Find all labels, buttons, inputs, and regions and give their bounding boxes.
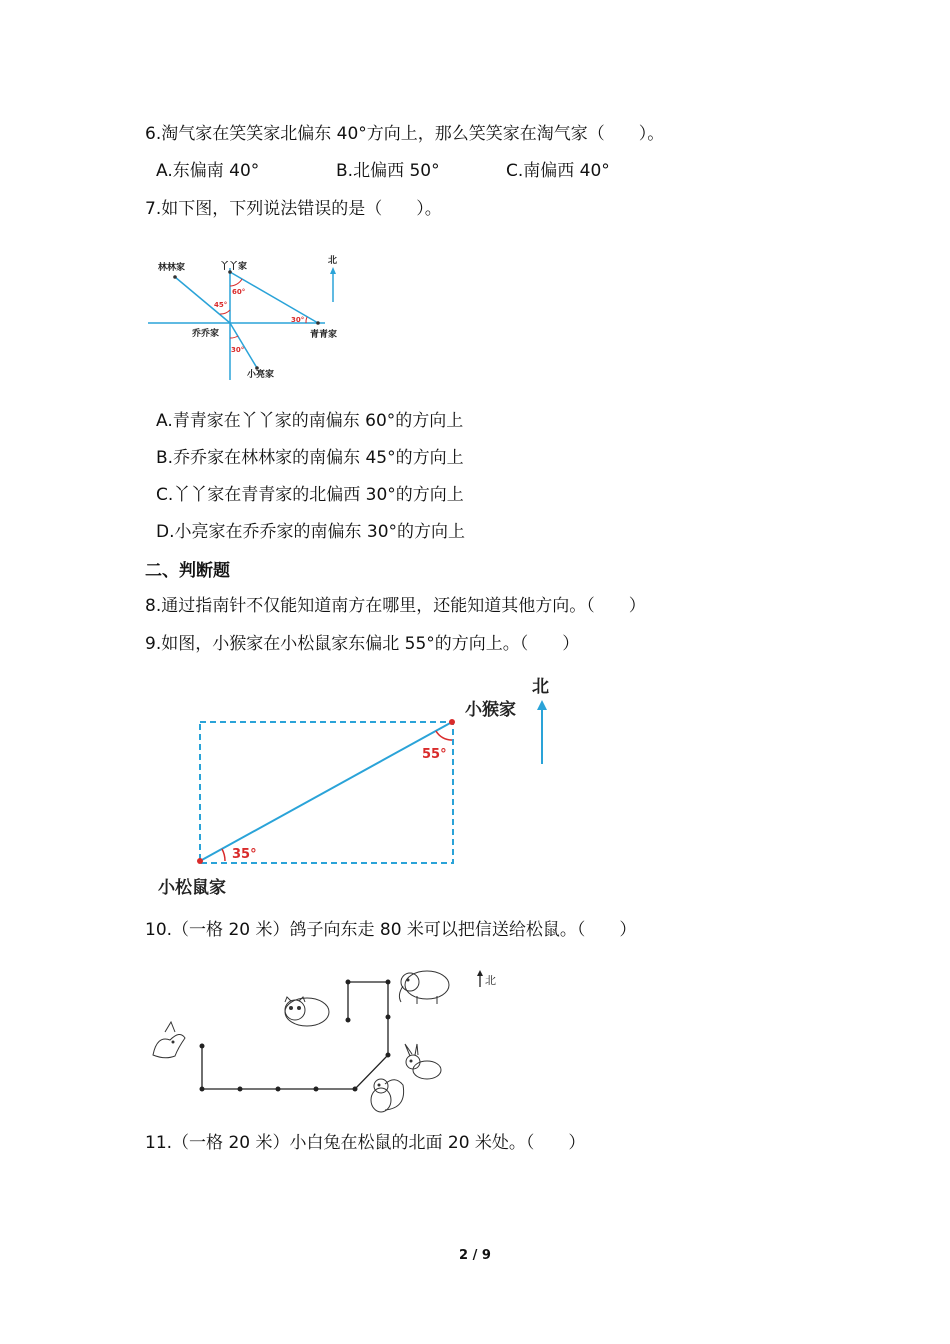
angle-label-45: 45° xyxy=(214,301,228,309)
q7-direction-diagram xyxy=(140,250,360,385)
north-arrow-head xyxy=(477,970,483,976)
squirrel-icon xyxy=(371,1079,404,1112)
hamster-icon xyxy=(285,997,329,1026)
angle-label-35: 35° xyxy=(232,847,257,862)
qiaoqiao-label: 乔乔家 xyxy=(192,329,220,339)
north-label: 北 xyxy=(532,677,549,697)
angle-arc-55 xyxy=(436,731,452,740)
angle-arc-30-east xyxy=(306,317,307,323)
angle-label-30-east: 30° xyxy=(291,316,305,324)
q9-direction-diagram xyxy=(150,670,570,905)
angle-label-30-south: 30° xyxy=(231,346,245,354)
north-arrow-head xyxy=(330,267,336,274)
q7-stem: 7.如下图，下列说法错误的是（ ）。 xyxy=(145,199,442,219)
north-arrow-head xyxy=(537,700,547,710)
q6-option-a: A.东偏南 40° xyxy=(156,161,260,181)
angle-arc-35 xyxy=(222,849,225,861)
qingqing-point xyxy=(316,321,320,325)
north-label: 北 xyxy=(328,256,338,266)
rabbit-icon xyxy=(405,1044,441,1079)
route-path xyxy=(202,982,388,1089)
q7-option-b: B.乔乔家在林林家的南偏东 45°的方向上 xyxy=(156,448,464,468)
yaya-qingqing-line xyxy=(230,272,318,323)
elephant-icon xyxy=(399,971,449,1004)
page-number: 2 / 9 xyxy=(459,1248,491,1263)
monkey-label: 小猴家 xyxy=(465,700,516,720)
q10-route-diagram xyxy=(145,960,515,1120)
monkey-point xyxy=(449,719,455,725)
q6-option-b: B.北偏西 50° xyxy=(336,161,440,181)
linlin-line xyxy=(175,277,230,323)
q10-stem: 10.（一格 20 米）鸽子向东走 80 米可以把信送给松鼠。（ ） xyxy=(145,920,637,940)
squirrel-point xyxy=(197,858,203,864)
angle-arc-45 xyxy=(220,310,230,314)
yaya-label: 丫丫家 xyxy=(220,262,248,272)
pigeon-icon xyxy=(153,1022,185,1058)
linlin-point xyxy=(173,275,177,279)
q7-option-c: C.丫丫家在青青家的北偏西 30°的方向上 xyxy=(156,485,464,505)
q9-stem: 9.如图，小猴家在小松鼠家东偏北 55°的方向上。（ ） xyxy=(145,634,580,654)
q11-stem: 11.（一格 20 米）小白兔在松鼠的北面 20 米处。（ ） xyxy=(145,1133,586,1153)
angle-label-60: 60° xyxy=(232,288,246,296)
qingqing-label: 青青家 xyxy=(310,330,338,340)
q7-option-a: A.青青家在丫丫家的南偏东 60°的方向上 xyxy=(156,411,464,431)
angle-label-55: 55° xyxy=(422,747,447,762)
q8-stem: 8.通过指南针不仅能知道南方在哪里，还能知道其他方向。（ ） xyxy=(145,596,646,616)
linlin-label: 林林家 xyxy=(158,263,186,273)
north-label: 北 xyxy=(485,974,496,987)
q7-option-d: D.小亮家在乔乔家的南偏东 30°的方向上 xyxy=(156,522,466,542)
angle-arc-60 xyxy=(230,279,242,286)
xiaoliang-label: 小亮家 xyxy=(247,370,275,380)
squirrel-monkey-line xyxy=(200,722,452,861)
section-title: 二、判断题 xyxy=(145,561,230,581)
angle-arc-30-south xyxy=(230,336,238,338)
route-points xyxy=(200,980,391,1092)
q6-stem: 6.淘气家在笑笑家北偏东 40°方向上，那么笑笑家在淘气家（ ）。 xyxy=(145,124,665,144)
q6-option-c: C.南偏西 40° xyxy=(506,161,610,181)
squirrel-label: 小松鼠家 xyxy=(158,878,226,898)
